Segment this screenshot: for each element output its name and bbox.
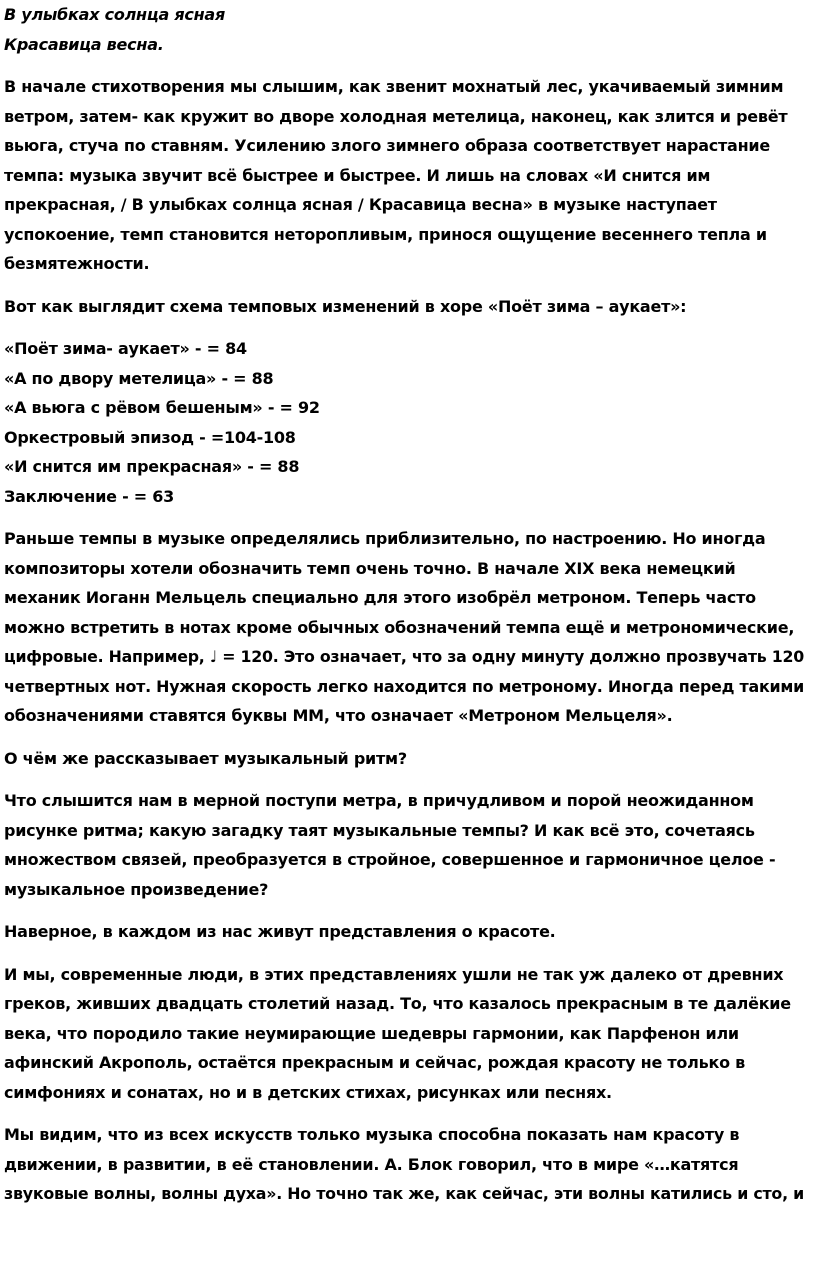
text-line: движении, в развитии, в её становлении. А. Блок говорил, что в мире «…катятся bbox=[4, 1154, 739, 1174]
text-line: успокоение, темп становится неторопливым, принося ощущение весеннего тепла и bbox=[4, 224, 767, 244]
scheme-intro bbox=[4, 292, 806, 322]
epigraph-line: Красавица весна. bbox=[4, 34, 164, 54]
text-line: Раньше темпы в музыке определялись приблизительно, по настроению. Но иногда bbox=[4, 529, 766, 548]
text-line: Мы видим, что из всех искусств только музыка способна показать нам красоту в bbox=[4, 1125, 740, 1144]
epigraph bbox=[4, 0, 806, 59]
text-line: афинский Акрополь, остаётся прекрасным и сейчас, рождая красоту не только в bbox=[4, 1053, 746, 1072]
text-line: можно встретить в нотах кроме обычных обозначений темпа ещё и метрономические, bbox=[4, 617, 795, 637]
paragraph-intro bbox=[4, 72, 806, 279]
text-line: ветром, затем- как кружит во дворе холодная метелица, наконец, как злится и ревёт bbox=[4, 106, 788, 126]
text-line: Что слышится нам в мерной поступи метра, в причудливом и порой неожиданном bbox=[4, 791, 754, 810]
text-line: обозначениями ставятся буквы ММ, что означает «Метроном Мельцеля». bbox=[4, 706, 673, 725]
tempo-list-item: «Поёт зима- аукает» - = 84 bbox=[4, 339, 247, 358]
text-line: рисунке ритма; какую загадку таят музыкальные темпы? И как всё это, сочетаясь bbox=[4, 820, 755, 840]
text-line: Наверное, в каждом из нас живут представления о красоте. bbox=[4, 922, 556, 941]
text-line: симфониях и сонатах, но и в детских стихах, рисунках или песнях. bbox=[4, 1082, 612, 1102]
text-line: вьюга, стуча по ставням. Усилению злого зимнего образа соответствует нарастание bbox=[4, 136, 770, 155]
tempo-list-item: «И снится им прекрасная» - = 88 bbox=[4, 457, 300, 476]
text-line: композиторы хотели обозначить темп очень точно. В начале XIX века немецкий bbox=[4, 558, 736, 578]
epigraph-line: В улыбках солнца ясная bbox=[4, 5, 225, 24]
paragraph-rhythm bbox=[4, 786, 806, 904]
tempo-list-item: Оркестровый эпизод - =104-108 bbox=[4, 427, 296, 447]
tempo-list-item: Заключение - = 63 bbox=[4, 486, 175, 506]
tempo-list-item: «А вьюга с рёвом бешеным» - = 92 bbox=[4, 398, 320, 417]
text-line: Вот как выглядит схема темповых изменений в хоре «Поёт зима – аукает»: bbox=[4, 296, 687, 316]
text-line: безмятежности. bbox=[4, 254, 150, 273]
text-line: звуковые волны, волны духа». Но точно так же, как сейчас, эти волны катились и сто, и bbox=[4, 1184, 804, 1203]
text-line: множеством связей, преобразуется в стройное, совершенное и гармоничное целое - bbox=[4, 850, 776, 869]
text-line: В начале стихотворения мы слышим, как звенит мохнатый лес, укачиваемый зимним bbox=[4, 77, 784, 96]
text-line: века, что породило такие неумирающие шедевры гармонии, как Парфенон или bbox=[4, 1023, 739, 1043]
text-line: И мы, современные люди, в этих представлениях ушли не так уж далеко от древних bbox=[4, 964, 784, 984]
text-line: четвертных нот. Нужная скорость легко находится по метроному. Иногда перед такими bbox=[4, 676, 804, 696]
paragraph-greeks bbox=[4, 960, 806, 1108]
paragraph-beauty bbox=[4, 917, 806, 947]
tempo-list bbox=[4, 334, 806, 511]
paragraph-metronome bbox=[4, 524, 806, 731]
question-heading bbox=[4, 744, 806, 774]
text-line: О чём же рассказывает музыкальный ритм? bbox=[4, 748, 407, 768]
text-line: механик Иоганн Мельцель специально для этого изобрёл метроном. Теперь часто bbox=[4, 588, 756, 607]
text-line: цифровые. Например, ♩ = 120. Это означает, что за одну минуту должно прозвучать 120 bbox=[4, 647, 804, 666]
text-line: греков, живших двадцать столетий назад. То, что казалось прекрасным в те далёкие bbox=[4, 994, 791, 1013]
text-line: прекрасная, / В улыбках солнца ясная / Красавица весна» в музыке наступает bbox=[4, 195, 717, 214]
tempo-list-item: «А по двору метелица» - = 88 bbox=[4, 368, 274, 388]
text-line: музыкальное произведение? bbox=[4, 879, 269, 899]
paragraph-music-motion bbox=[4, 1120, 806, 1209]
text-line: темпа: музыка звучит всё быстрее и быстрее. И лишь на словах «И снится им bbox=[4, 165, 711, 185]
